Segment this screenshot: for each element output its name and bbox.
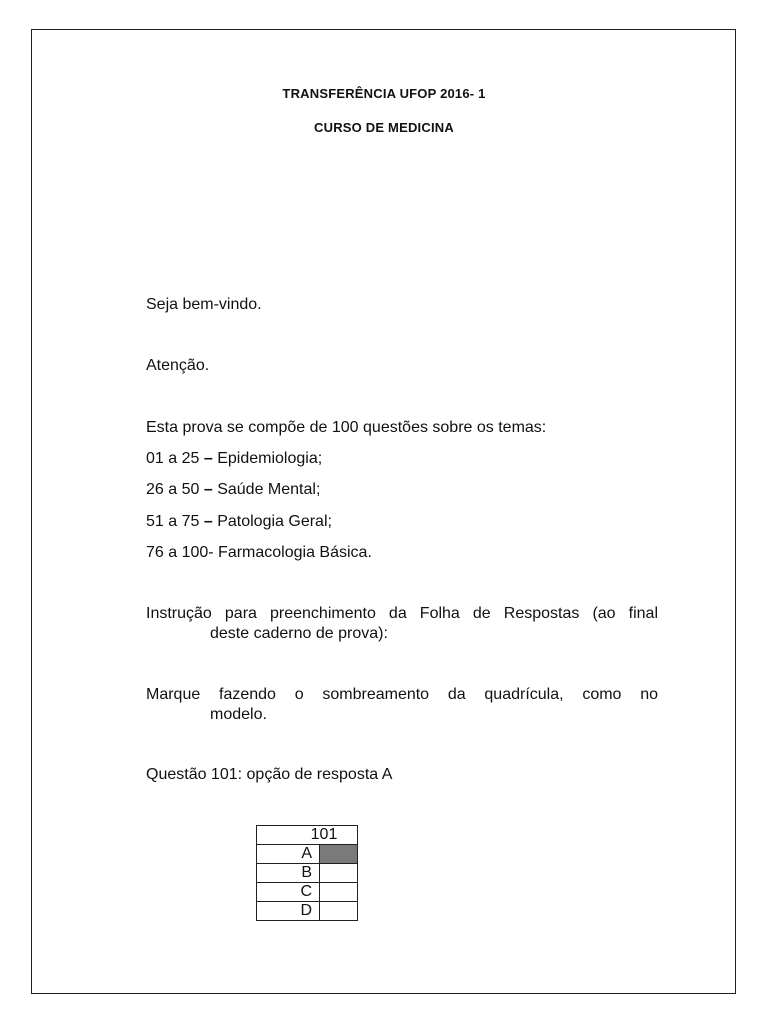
topic-name: Saúde Mental; <box>217 481 321 498</box>
option-box-shaded <box>320 845 358 864</box>
option-letter: B <box>257 864 320 883</box>
course-title: CURSO DE MEDICINA <box>314 120 454 135</box>
instruction-line-2: deste caderno de prova): <box>210 625 388 642</box>
option-letter: D <box>257 902 320 921</box>
topic-item-last: 76 a 100- Farmacologia Básica. <box>146 544 372 561</box>
answer-option-row <box>257 883 358 902</box>
topic-item <box>146 449 322 469</box>
example-caption: Questão 101: opção de resposta A <box>146 766 393 783</box>
answer-option-row <box>257 864 358 883</box>
instruction-line-1: Instrução para preenchimento da Folha de Respostas (ao final <box>146 605 658 622</box>
answer-sheet-model <box>256 825 358 921</box>
topic-range: 26 a 50 <box>146 481 200 498</box>
topic-dash: – <box>203 481 213 498</box>
topic-name: Patologia Geral; <box>217 513 332 530</box>
topic-name: Epidemiologia; <box>217 450 323 467</box>
topic-dash: – <box>203 513 213 530</box>
topic-range: 51 a 75 <box>146 513 200 530</box>
topic-dash: – <box>203 450 213 467</box>
topic-item <box>146 512 332 532</box>
option-letter: A <box>257 845 320 864</box>
page-border <box>31 29 736 994</box>
option-letter: C <box>257 883 320 902</box>
question-number: 101 <box>257 826 358 845</box>
answer-header-row <box>257 826 358 845</box>
welcome-text: Seja bem-vindo. <box>146 296 262 313</box>
topic-item <box>146 480 320 500</box>
option-box <box>320 883 358 902</box>
exam-title: TRANSFERÊNCIA UFOP 2016- 1 <box>282 86 486 101</box>
marking-line-1: Marque fazendo o sombreamento da quadrícula, como no <box>146 686 658 703</box>
attention-text: Atenção. <box>146 357 210 374</box>
topics-intro: Esta prova se compõe de 100 questões sobre os temas: <box>146 419 547 436</box>
marking-line-2: modelo. <box>210 706 267 723</box>
answer-option-row <box>257 902 358 921</box>
option-box <box>320 902 358 921</box>
topic-range: 01 a 25 <box>146 450 200 467</box>
answer-option-row <box>257 845 358 864</box>
option-box <box>320 864 358 883</box>
